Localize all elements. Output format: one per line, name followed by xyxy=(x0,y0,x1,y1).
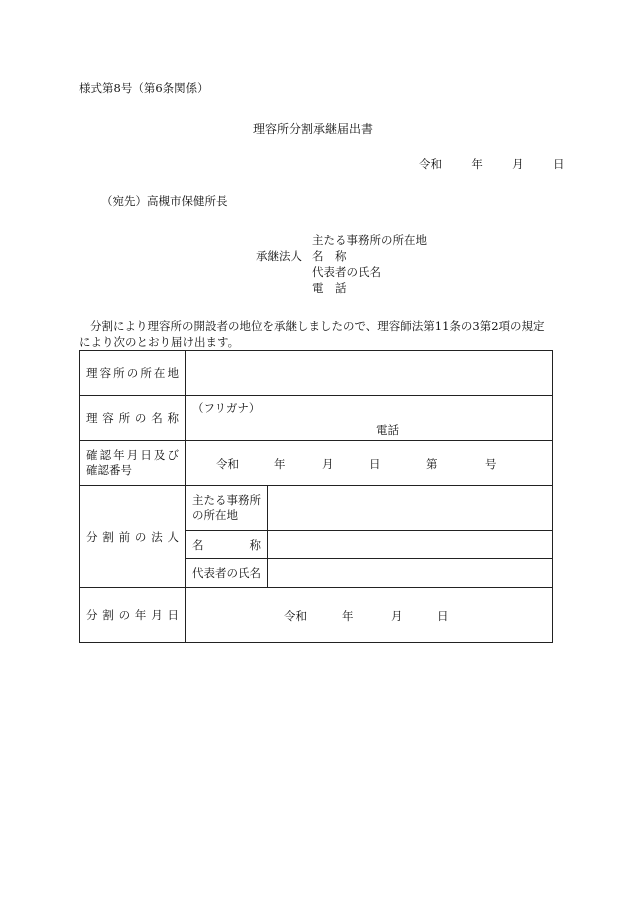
form-number: 様式第8号（第6条関係） xyxy=(79,81,209,95)
sub-label-name: 名 称 xyxy=(186,531,268,559)
submission-date xyxy=(419,156,564,172)
furigana-label: （フリガナ） xyxy=(192,401,261,415)
row-label-location: 理容所の所在地 xyxy=(80,351,186,396)
table-row-confirmation xyxy=(80,441,553,486)
sub-label-office-address: 主たる事務所 の所在地 xyxy=(186,486,268,531)
confirmation-input-cell[interactable]: 令和 年 月 日 第 号 xyxy=(186,441,553,486)
row-label-predecessor: 分割前の法人 xyxy=(80,486,186,588)
table-row-name xyxy=(80,396,553,441)
applicant-phone-label: 電 話 xyxy=(312,281,347,295)
form-table xyxy=(79,350,553,643)
body-text-line1: 分割により理容所の開設者の地位を承継しましたので、理容師法第11条の3第2項の規定 xyxy=(90,319,545,333)
table-row-location xyxy=(80,351,553,396)
date-month: 月 xyxy=(512,157,524,171)
date-era: 令和 xyxy=(419,157,442,171)
table-row-division-date xyxy=(80,588,553,643)
row-label-name: 理容所の名称 xyxy=(80,396,186,441)
division-date-input-cell[interactable]: 令和 年 月 日 xyxy=(186,588,553,643)
date-year: 年 xyxy=(471,157,483,171)
applicant-representative-label: 代表者の氏名 xyxy=(312,265,381,279)
phone-label: 電話 xyxy=(376,423,399,437)
document-title: 理容所分割承継届出書 xyxy=(253,122,374,136)
applicant-office-address-label: 主たる事務所の所在地 xyxy=(312,233,427,247)
body-text-line2: により次のとおり届け出ます。 xyxy=(79,335,240,349)
name-input-cell[interactable] xyxy=(186,396,553,441)
predecessor-representative-input[interactable] xyxy=(268,559,553,588)
row-label-confirmation: 確認年月日及び 確認番号 xyxy=(80,441,186,486)
addressee: （宛先）高槻市保健所長 xyxy=(101,194,228,208)
table-row-predecessor-address xyxy=(80,486,553,531)
sub-label-representative: 代表者の氏名 xyxy=(186,559,268,588)
location-input-cell[interactable] xyxy=(186,351,553,396)
predecessor-name-input[interactable] xyxy=(268,531,553,559)
predecessor-address-input[interactable] xyxy=(268,486,553,531)
applicant-group-label: 承継法人 xyxy=(256,249,302,263)
date-day: 日 xyxy=(552,157,565,171)
applicant-name-label: 名 称 xyxy=(312,249,347,263)
row-label-division-date: 分割の年月日 xyxy=(80,588,186,643)
